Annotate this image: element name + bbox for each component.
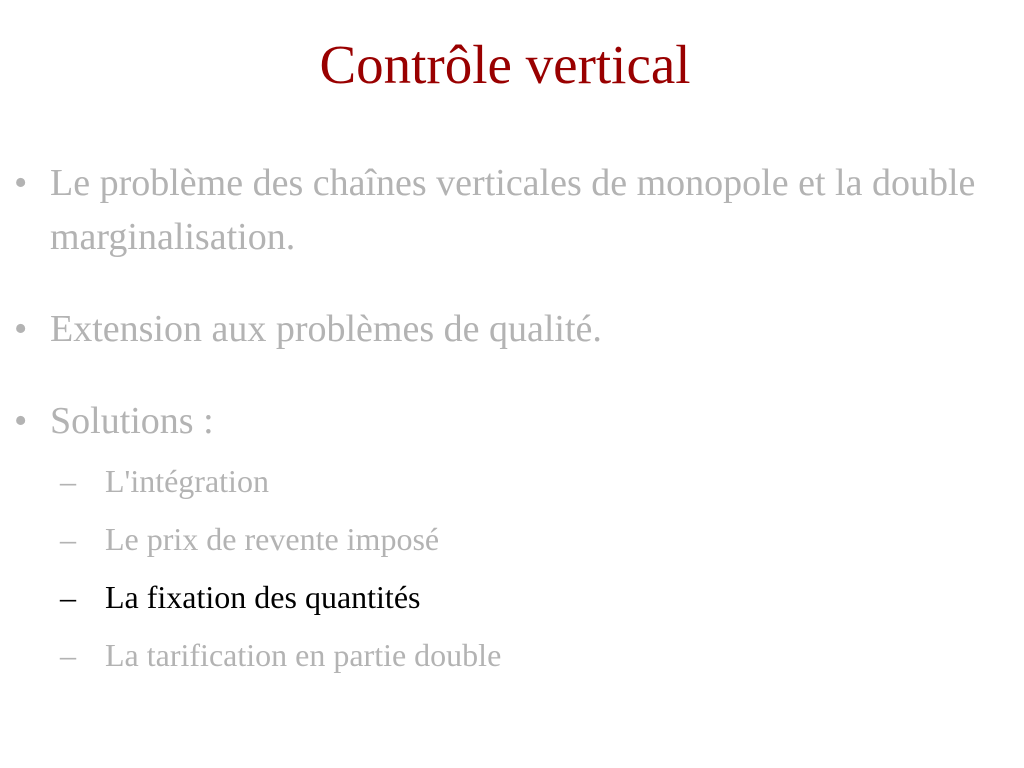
bullet-list bbox=[14, 156, 1004, 684]
sub-item-text: Le prix de revente imposé bbox=[105, 521, 440, 557]
sub-list bbox=[50, 452, 1004, 684]
sub-item-text: La fixation des quantités bbox=[105, 579, 421, 615]
bullet-marker: • bbox=[14, 308, 28, 350]
bullet-item bbox=[14, 302, 1004, 356]
bullet-text: Extension aux problèmes de qualité. bbox=[50, 308, 602, 350]
bullet-marker: • bbox=[14, 162, 28, 204]
sub-item bbox=[60, 626, 1004, 684]
sub-item-active bbox=[60, 568, 1004, 626]
sub-item bbox=[60, 452, 1004, 510]
bullet-item bbox=[14, 394, 1004, 684]
sub-marker: – bbox=[60, 463, 76, 499]
sub-item bbox=[60, 510, 1004, 568]
sub-marker: – bbox=[60, 579, 76, 615]
sub-marker: – bbox=[60, 521, 76, 557]
bullet-marker: • bbox=[14, 400, 28, 442]
slide-title: Contrôle vertical bbox=[319, 34, 691, 95]
sub-marker: – bbox=[60, 637, 76, 673]
bullet-text: Le problème des chaînes verticales de monopole et la double marginalisation. bbox=[50, 162, 976, 258]
sub-item-text: La tarification en partie double bbox=[105, 637, 502, 673]
sub-item-text: L'intégration bbox=[105, 463, 269, 499]
bullet-text: Solutions : bbox=[50, 400, 214, 442]
bullet-item bbox=[14, 156, 1004, 264]
